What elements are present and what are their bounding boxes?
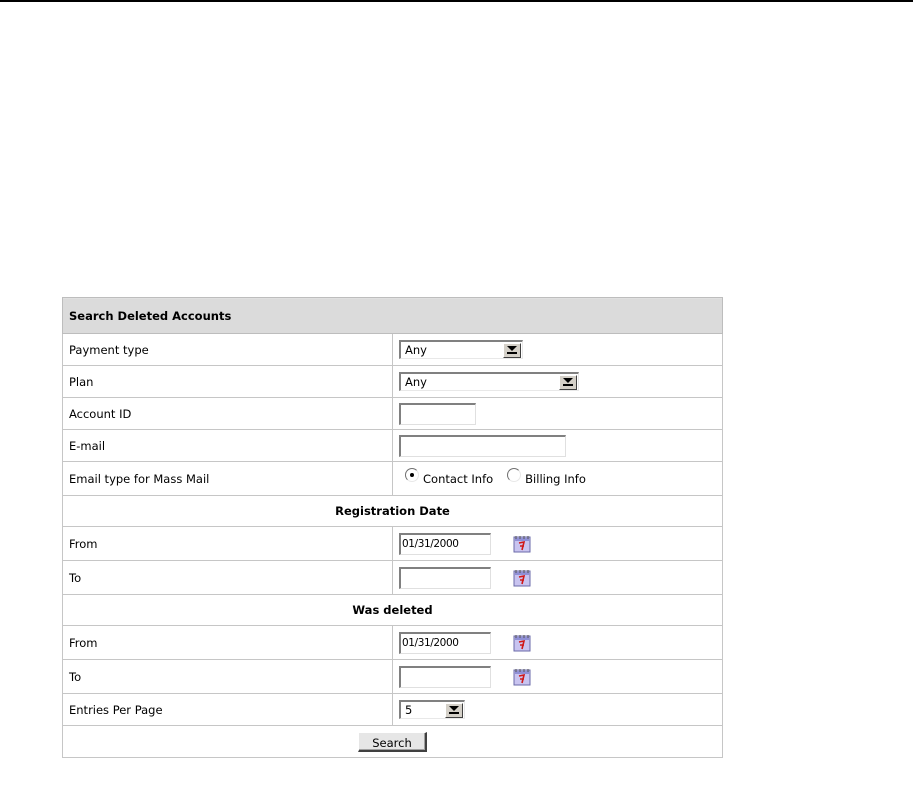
search-deleted-accounts-form	[62, 297, 723, 758]
payment-type-cell	[393, 334, 723, 366]
deleted-to-row	[63, 660, 723, 694]
contact-info-label[interactable]: Contact Info	[423, 472, 494, 486]
chevron-down-icon[interactable]	[559, 375, 577, 390]
deleted-to-cell	[393, 660, 723, 694]
payment-type-select[interactable]	[399, 340, 523, 359]
email-cell	[393, 430, 723, 462]
plan-row	[63, 366, 723, 398]
registration-to-input[interactable]	[399, 567, 491, 589]
contact-info-radio[interactable]	[405, 468, 419, 482]
account-id-cell	[393, 398, 723, 430]
account-id-label: Account ID	[63, 398, 393, 430]
payment-type-row	[63, 334, 723, 366]
registration-from-input[interactable]	[399, 533, 491, 555]
chevron-down-icon[interactable]	[503, 343, 521, 358]
entries-per-page-cell	[393, 694, 723, 726]
registration-to-label: To	[63, 561, 393, 595]
deleted-from-cell	[393, 626, 723, 660]
form-title: Search Deleted Accounts	[63, 298, 723, 334]
deleted-to-label: To	[63, 660, 393, 694]
email-input[interactable]	[399, 435, 566, 457]
email-type-radio-group	[405, 472, 600, 486]
registration-to-cell	[393, 561, 723, 595]
payment-type-label: Payment type	[63, 334, 393, 366]
email-row	[63, 430, 723, 462]
deleted-from-row	[63, 626, 723, 660]
search-button[interactable]: Search	[358, 732, 427, 752]
form-header-row	[63, 298, 723, 334]
chevron-down-icon[interactable]	[445, 703, 463, 718]
email-label: E-mail	[63, 430, 393, 462]
registration-date-section-row	[63, 496, 723, 527]
was-deleted-heading: Was deleted	[63, 595, 723, 626]
plan-select[interactable]	[399, 372, 579, 391]
entries-per-page-select[interactable]	[399, 700, 465, 719]
deleted-from-label: From	[63, 626, 393, 660]
plan-label: Plan	[63, 366, 393, 398]
account-id-input[interactable]	[399, 403, 476, 425]
calendar-icon[interactable]	[511, 633, 533, 653]
registration-from-cell	[393, 527, 723, 561]
top-divider	[0, 0, 913, 2]
calendar-icon[interactable]	[511, 568, 533, 588]
submit-row	[63, 726, 723, 758]
registration-from-label: From	[63, 527, 393, 561]
email-type-cell	[393, 462, 723, 496]
deleted-to-input[interactable]	[399, 666, 491, 688]
calendar-icon[interactable]	[511, 534, 533, 554]
email-type-row	[63, 462, 723, 496]
entries-per-page-row	[63, 694, 723, 726]
calendar-icon[interactable]	[511, 667, 533, 687]
submit-cell	[63, 726, 723, 758]
billing-info-label[interactable]: Billing Info	[525, 472, 586, 486]
account-id-row	[63, 398, 723, 430]
registration-from-row	[63, 527, 723, 561]
plan-cell	[393, 366, 723, 398]
billing-info-radio[interactable]	[507, 468, 521, 482]
entries-per-page-label: Entries Per Page	[63, 694, 393, 726]
email-type-label: Email type for Mass Mail	[63, 462, 393, 496]
plan-value: Any	[405, 375, 427, 389]
payment-type-value: Any	[405, 343, 427, 357]
deleted-from-input[interactable]	[399, 632, 491, 654]
registration-to-row	[63, 561, 723, 595]
entries-per-page-value: 5	[405, 703, 413, 717]
was-deleted-section-row	[63, 595, 723, 626]
registration-date-heading: Registration Date	[63, 496, 723, 527]
